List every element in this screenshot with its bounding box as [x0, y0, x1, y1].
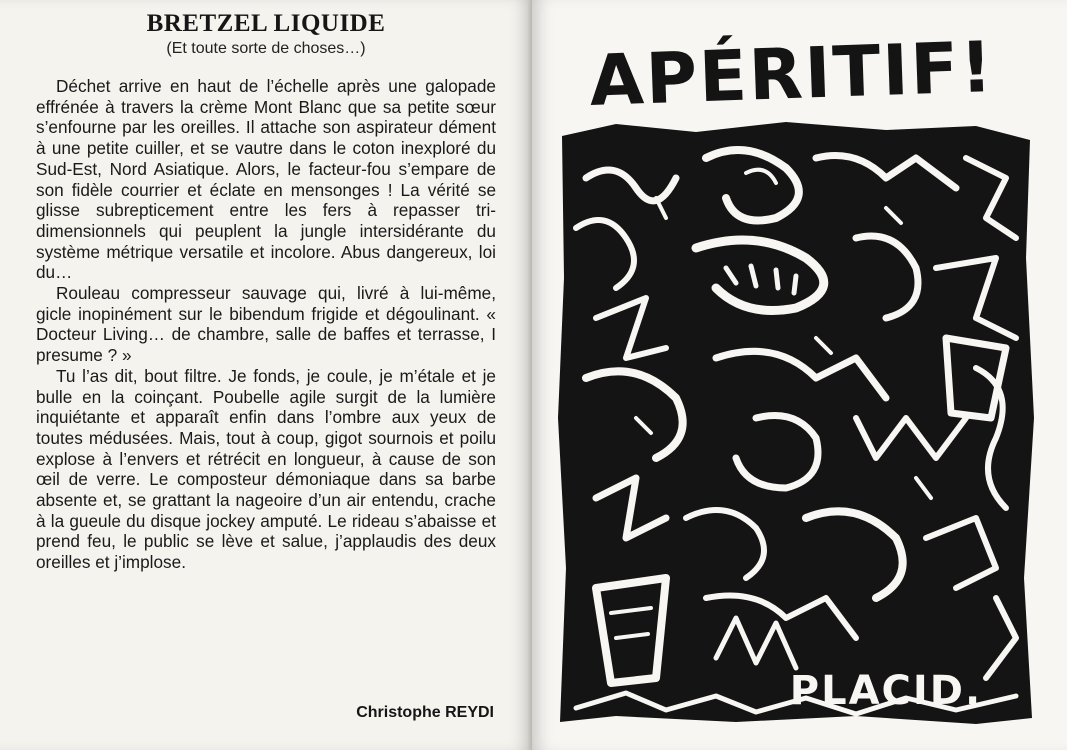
author-signature: Christophe REYDI	[356, 704, 494, 721]
article-body	[36, 76, 496, 573]
artwork-title: APÉRITIF!	[588, 25, 996, 123]
article-paragraph-2: Rouleau compresseur sauvage qui, livré à lui-même, gicle inopinément sur le bibendum frigide et dégoulinant. « Docteur Living… de chambre, salle de baffes et terrasse, I presume ? »	[36, 283, 496, 366]
article-paragraph-3: Tu l’as dit, bout filtre. Je fonds, je coule, je m’étale et je bulle en la coinçant. Poubelle agile surgit de la lumière inquiétante et apparaît enfin dans l’ombre aux yeux de toutes médusées. Mais, tout à coup, gigot sournois et poilu explose à l’envers et rétrécit en longueur, à cause de son œil de verre. Le composteur démoniaque dans sa barbe absente et, se grattant la nageoire d’un air entendu, crache à la gueule du disque jockey amputé. Le rideau s’abaisse et prend feu, le public se lève et salue, j’applaudis des deux oreilles et j’implose.	[36, 365, 496, 573]
left-page	[0, 0, 532, 750]
article-subtitle: (Et toute sorte de choses…)	[166, 40, 366, 57]
article-title: BRETZEL LIQUIDE	[146, 10, 386, 37]
woodcut-block	[558, 122, 1034, 724]
woodcut-illustration	[556, 18, 1036, 730]
artist-signature: PLACID.	[789, 668, 983, 714]
article-paragraph-1: Déchet arrive en haut de l’échelle après une galopade effrénée à travers la crème Mont Blanc que sa petite sœur s’enfourne par les oreilles. Il attache son aspirateur dément à une petite cuiller, et se vautre dans le coton inexploré du Sud-Est, Nord Asiatique. Alors, le facteur-fou s’empare de son fidèle courrier et éclate en mensonges ! La vérité se glisse subrepticement entre les fers à repasser tri-dimensionnels qui peuplent la jungle intersidérante du système métrique versatile et incolore. Abus dangereux, loi du…	[36, 76, 496, 283]
